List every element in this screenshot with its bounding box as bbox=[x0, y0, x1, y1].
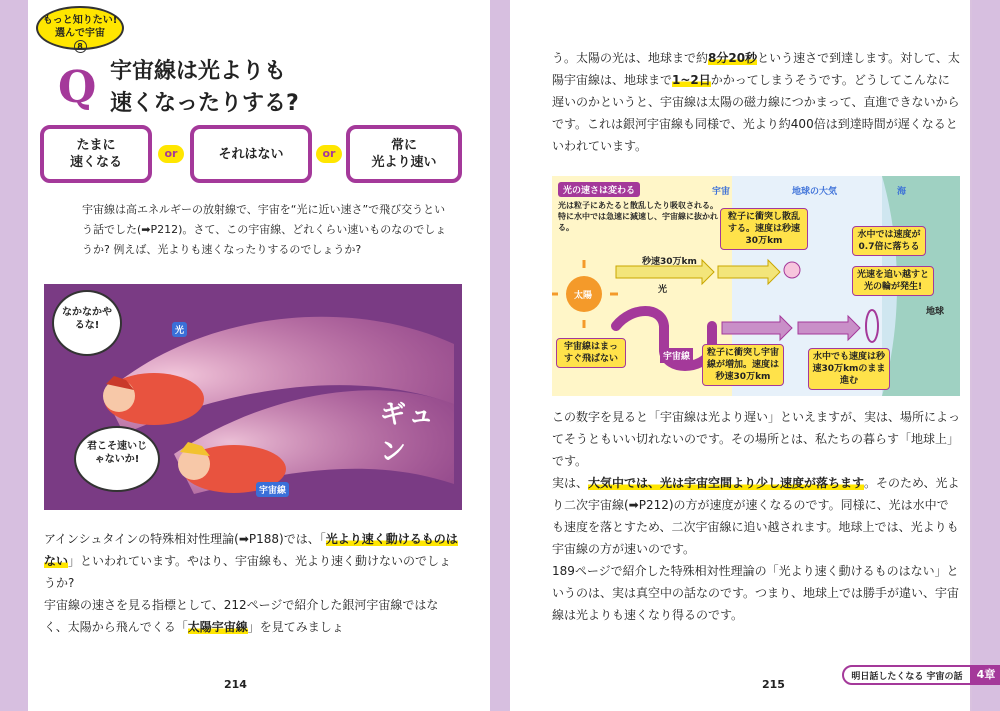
light-speed-diagram bbox=[552, 176, 960, 396]
sun-label: 太陽 bbox=[574, 291, 593, 301]
left-para-1-a: アインシュタインの特殊相対性理論(➡P188)では、「 bbox=[44, 532, 326, 546]
left-para-1-b: 」といわれています。やはり、宇宙線も、光より速く動けないのでしょうか? bbox=[44, 554, 452, 590]
right-body-bottom bbox=[552, 406, 960, 626]
water-slow-box: 水中では速度が0.7倍に落ちる bbox=[852, 226, 926, 256]
overtake-box: 光速を追い越すと光の輪が発生! bbox=[852, 266, 934, 296]
right-body-top bbox=[552, 47, 960, 157]
option-1-line2: 速くなる bbox=[69, 155, 122, 170]
option-2-line1: それはない bbox=[218, 146, 284, 162]
badge-number: 8 bbox=[74, 40, 87, 53]
question-title-line2: 速くなったりする? bbox=[110, 91, 299, 116]
or-label-2: or bbox=[316, 145, 342, 163]
speed-label: 秒速30万km bbox=[642, 257, 697, 267]
light-tag: 光 bbox=[172, 322, 187, 337]
zone-sea-label: 海 bbox=[897, 187, 907, 197]
badge-line1: もっと知りたい! bbox=[42, 15, 118, 26]
page-number-right: 215 bbox=[762, 678, 785, 691]
option-3-line1: 常に bbox=[390, 138, 417, 153]
left-para-1-highlight: 光より速く動けるものはない bbox=[44, 532, 458, 568]
right-para-1-c: かかってしまうそうです。どうしてこんなに遅いのかというと、宇宙線は太陽の磁力線につかまって、直進できないからです。これは銀河宇宙線も同様で、光より約400倍は到達時間が遅くなるといわれています。 bbox=[552, 73, 960, 153]
right-para-3-b: 。そのため、光より二次宇宙線(➡P212)の方が速度が速くなるのです。同様に、光は水中でも速度を落とすため、二次宇宙線に追い越されます。地球上では、光よりも宇宙線の方が速いのです。 bbox=[552, 476, 960, 556]
left-para-2 bbox=[44, 594, 460, 638]
badge-line2: 選んで宇宙 bbox=[55, 28, 105, 39]
option-3-line2: 光より速い bbox=[371, 155, 437, 170]
page-gutter bbox=[490, 0, 510, 711]
right-para-2: この数字を見ると「宇宙線は光より遅い」といえますが、実は、場所によってそうともいい切れないのです。その場所とは、私たちの暮らす「地球上」です。 bbox=[552, 410, 961, 468]
diagram-title: 光の速さは変わる bbox=[558, 182, 640, 197]
series-badge bbox=[36, 6, 124, 50]
secondary-ray-box: 粒子に衝突し宇宙線が増加。速度は秒速30万km bbox=[702, 344, 784, 386]
cosmic-ray-tag: 宇宙線 bbox=[256, 482, 289, 497]
option-1-line1: たまに bbox=[76, 138, 116, 153]
scatter-box: 粒子に衝突し散乱する。速度は秒速30万km bbox=[720, 208, 808, 250]
question-title bbox=[110, 56, 450, 120]
right-para-3-highlight: 大気中では、光は宇宙空間より少し速度が落ちます bbox=[588, 476, 865, 490]
right-para-3 bbox=[552, 472, 960, 560]
light-arrow-label: 光 bbox=[658, 285, 668, 295]
left-para-2-highlight: 太陽宇宙線 bbox=[187, 620, 248, 634]
zone-atmosphere-label: 地球の大気 bbox=[792, 187, 838, 197]
ray-arrow-label: 宇宙線 bbox=[660, 348, 693, 363]
left-para-1 bbox=[44, 528, 460, 594]
right-para-1-highlight-2: 1~2日 bbox=[672, 73, 711, 87]
diagram-note: 光は粒子にあたると散乱したり吸収される。特に水中では急速に減速し、宇宙線に抜かれる。 bbox=[558, 201, 718, 232]
speech-bubble-light: なかなかやるな! bbox=[52, 290, 122, 356]
race-illustration bbox=[44, 284, 462, 510]
right-para-4: 189ページで紹介した特殊相対性理論の「光より速く動けるものはない」というのは、実は真空中の話なのです。つまり、地球上では勝手が違い、宇宙線は光よりも速くなり得るのです。 bbox=[552, 564, 960, 622]
right-para-1-highlight-1: 8分20秒 bbox=[708, 51, 758, 65]
left-body bbox=[44, 528, 460, 638]
water-ray-box: 水中でも速度は秒速30万kmのまま進む bbox=[808, 348, 890, 390]
option-never[interactable] bbox=[190, 125, 312, 183]
page-number-left: 214 bbox=[224, 678, 247, 691]
question-mark: Q bbox=[58, 62, 97, 113]
chapter-tab: 4章 bbox=[972, 665, 1000, 685]
right-para-3-a: 実は、 bbox=[552, 476, 589, 490]
zone-space-label: 宇宙 bbox=[712, 187, 731, 197]
answer-options bbox=[40, 125, 462, 185]
left-para-2-b: 」を見てみましょ bbox=[247, 620, 344, 634]
right-para-1-b: という速さで到達します。対して、太陽宇宙線は、地球まで bbox=[552, 51, 960, 87]
question-title-line1: 宇宙線は光よりも bbox=[110, 59, 287, 84]
or-label-1: or bbox=[158, 145, 184, 163]
footer-book-title: 明日話したくなる 宇宙の話 bbox=[842, 665, 972, 685]
speech-bubble-cosmic-ray: 君こそ速いじゃないか! bbox=[74, 426, 160, 492]
ray-box: 宇宙線はまっすぐ飛ばない bbox=[556, 338, 626, 368]
option-always-faster[interactable] bbox=[346, 125, 462, 183]
right-margin-strip bbox=[972, 0, 1000, 711]
right-para-1-a: う。太陽の光は、地球まで約 bbox=[552, 51, 709, 65]
sound-effect: ギュン bbox=[380, 400, 437, 467]
option-sometimes-faster[interactable] bbox=[40, 125, 152, 183]
earth-label: 地球 bbox=[926, 307, 945, 317]
intro-text: 宇宙線は高エネルギーの放射線で、宇宙を“光に近い速さ”で飛び交うという話でした(➡P212)。さて、この宇宙線、どれくらい速いものなのでしょうか? 例えば、光よりも速くなったりするのでしょうか? bbox=[82, 203, 447, 256]
left-para-2-a: 宇宙線の速さを見る指標として、212ページで紹介した銀河宇宙線ではなく、太陽から飛んでくる「 bbox=[44, 598, 439, 634]
left-margin-strip bbox=[0, 0, 28, 711]
